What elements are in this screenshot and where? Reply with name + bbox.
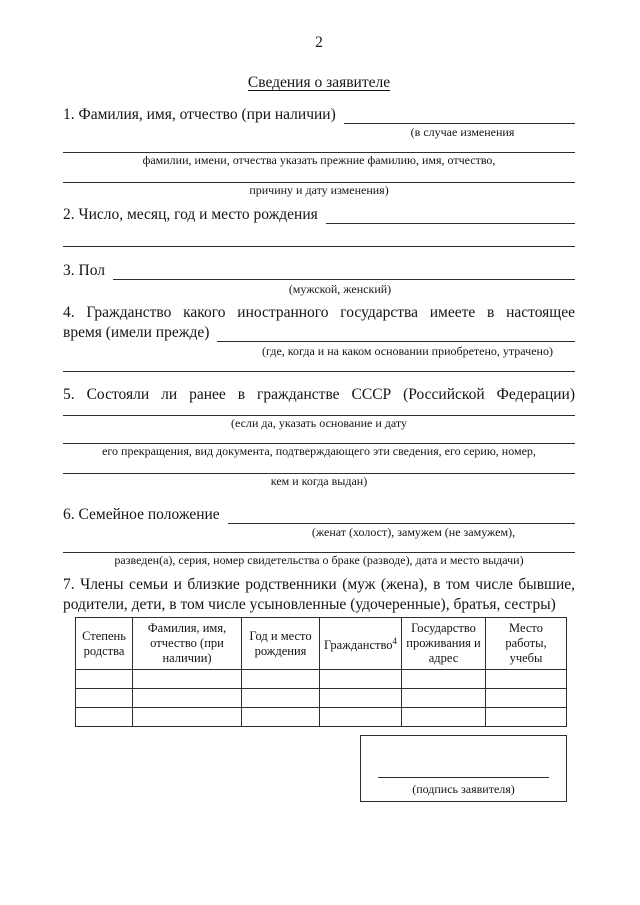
table-cell-empty — [486, 670, 567, 689]
signature-caption: (подпись заявителя) — [412, 782, 515, 796]
signature-box — [360, 735, 567, 802]
blank-line — [63, 246, 575, 247]
table-cell-empty — [76, 670, 133, 689]
table-cell-empty — [133, 708, 242, 727]
table-cell-empty — [320, 689, 402, 708]
field-sex-label: 3. Пол — [63, 262, 105, 279]
table-header-row — [76, 618, 567, 670]
col-work-study: Место работы, учебы — [486, 618, 567, 670]
table-cell-empty — [133, 670, 242, 689]
table-cell-empty — [76, 689, 133, 708]
table-cell-empty — [486, 689, 567, 708]
signature-line — [378, 777, 549, 778]
page-number: 2 — [315, 34, 323, 51]
col-kinship: Степень родства — [76, 618, 133, 670]
hint-foreign-citizenship: (где, когда и на каком основании приобретено, утрачено) — [262, 344, 553, 358]
table-cell-empty — [133, 689, 242, 708]
field-marital-status — [63, 505, 575, 524]
hint-marital-status-1: (женат (холост), замужем (не замужем), — [311, 525, 516, 539]
table-cell-empty — [402, 708, 486, 727]
field-foreign-citizenship-line1: 4. Гражданство какого иностранного государства имеете в настоящее — [63, 304, 575, 321]
field-birth-date-place-label: 2. Число, месяц, год и место рождения — [63, 206, 318, 223]
field-birth-date-place — [63, 205, 575, 224]
blank-line — [113, 264, 575, 280]
hint-former-citizenship-2: его прекращения, вид документа, подтверждающего эти сведения, его серию, номер, — [102, 444, 536, 458]
table-cell-empty — [76, 708, 133, 727]
table-row — [76, 689, 567, 708]
field-family-members-label: 7. Члены семьи и близкие родственники (муж (жена), в том числе бывшие, родители, дети, в том числе усыновленные (удочеренные), братья, сестры) — [63, 576, 575, 613]
table-cell-empty — [402, 689, 486, 708]
blank-line — [63, 371, 575, 372]
family-members-table — [75, 617, 567, 727]
col-citizenship-label: Гражданство — [323, 638, 393, 653]
table-cell-empty — [242, 708, 320, 727]
field-sex — [63, 261, 575, 280]
blank-line — [326, 208, 575, 224]
hint-name-change-2: фамилии, имени, отчества указать прежние фамилию, имя, отчество, — [142, 153, 496, 167]
table-cell-empty — [242, 689, 320, 708]
hint-former-citizenship-3: кем и когда выдан) — [270, 474, 368, 488]
table-cell-empty — [320, 708, 402, 727]
col-birth: Год и место рождения — [242, 618, 320, 670]
hint-sex: (мужской, женский) — [288, 282, 392, 296]
table-row — [76, 708, 567, 727]
blank-line — [344, 108, 575, 124]
page-title: Сведения о заявителе — [247, 74, 391, 91]
field-foreign-citizenship-line2 — [63, 323, 575, 342]
field-former-ussr-citizenship: 5. Состояли ли ранее в гражданстве СССР (Российской Федерации) — [63, 386, 575, 403]
col-residence: Государство проживания и адрес — [402, 618, 486, 670]
field-marital-status-label: 6. Семейное положение — [63, 506, 220, 523]
table-cell-empty — [320, 670, 402, 689]
field-foreign-citizenship-label2: время (имели прежде) — [63, 324, 210, 341]
table-cell-empty — [402, 670, 486, 689]
hint-former-citizenship-1: (если да, указать основание и дату — [231, 416, 407, 430]
field-full-name — [63, 105, 575, 124]
hint-marital-status-2: разведен(а), серия, номер свидетельства о браке (разводе), дата и место выдачи) — [114, 553, 524, 567]
field-full-name-label: 1. Фамилия, имя, отчество (при наличии) — [63, 106, 336, 123]
table-row — [76, 670, 567, 689]
footnote-marker: 4 — [392, 635, 398, 646]
col-full-name: Фамилия, имя, отчество (при наличии) — [133, 618, 242, 670]
table-cell-empty — [486, 708, 567, 727]
hint-name-change-1: (в случае изменения — [410, 125, 515, 139]
blank-line — [217, 326, 575, 342]
col-citizenship — [320, 618, 402, 670]
blank-line — [228, 508, 575, 524]
table-cell-empty — [242, 670, 320, 689]
hint-name-change-3: причину и дату изменения) — [249, 183, 389, 197]
